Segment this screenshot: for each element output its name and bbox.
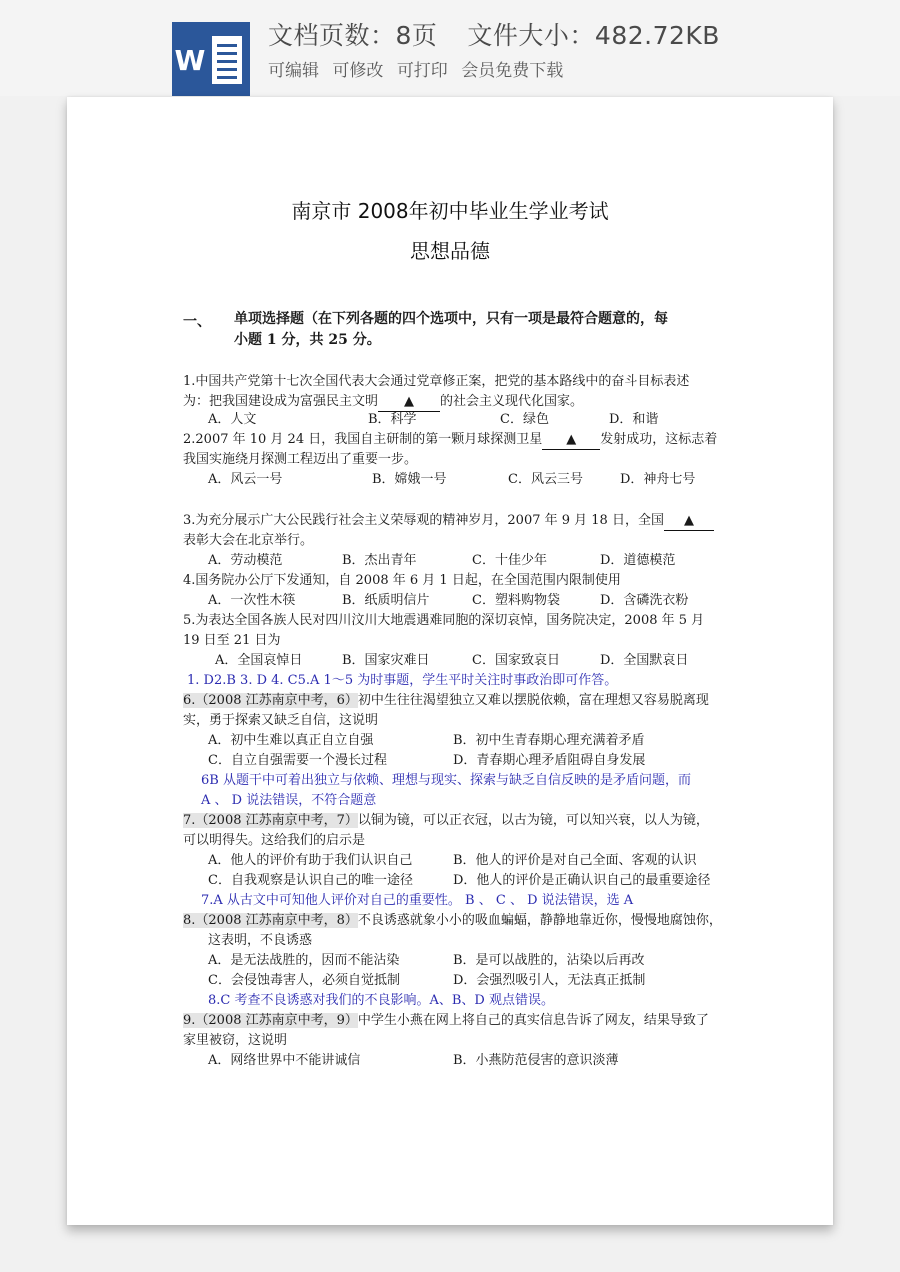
file-info-title [268,16,720,52]
q6-option-a: A．初中生难以真正自立自强 [208,733,374,748]
q3-option-a: A．劳动模范 [208,553,283,568]
feature-modifiable: 可修改 [332,61,384,81]
q3-line2: 表彰大会在北京举行。 [183,533,314,548]
exam-title: 南京市 2008年初中毕业生学业考试 [291,199,609,223]
q7-answer: 7.A 从古文中可知他人评价对自己的重要性。 B 、 C 、 D 说法错误，选 A [201,893,634,908]
q6-text: 初中生往往渴望独立又难以摆脱依赖，富在理想又容易脱离现 [357,693,709,708]
q5-option-d: D．全国默哀日 [600,653,689,668]
q6-answer-line2: A 、 D 说法错误，不符合题意 [201,793,377,808]
q3-text-pre: 3.为充分展示广大公民践行社会主义荣辱观的精神岁月，2007 年 9 月 18 日，全国 [183,513,664,528]
q2-line2: 我国实施绕月探测工程迈出了重要一步。 [183,452,418,467]
q9-option-b: B．小燕防范侵害的意识淡薄 [453,1053,619,1068]
q8-line2: 这表明，不良诱惑 [208,933,313,948]
q4-option-b: B．纸质明信片 [342,593,430,608]
q1-option-a: A．人文 [208,412,257,427]
q8-option-c: C．会侵蚀毒害人，必须自觉抵制 [208,973,400,988]
q8-option-d: D．会强烈吸引人，无法真正抵制 [453,973,646,988]
q1-line2 [183,393,583,412]
section-heading-line2: 小题 1 分，共 25 分。 [234,332,381,348]
q4-option-a: A．一次性木筷 [208,593,296,608]
q2-line1 [183,431,717,450]
q4-option-c: C．塑料购物袋 [472,593,560,608]
q8-line1 [183,912,722,930]
q8-source-tag: 8.（2008 江苏南京中考，8） [183,913,358,928]
q2-text-pre: 2.2007 年 10 月 24 日，我国自主研制的第一颗月球探测卫星 [183,432,543,447]
q7-text: 以铜为镜，可以正衣冠，以古为镜，可以知兴衰，以人为镜， [357,813,709,828]
q8-answer: 8.C 考查不良诱惑对我们的不良影响。A、B、D 观点错误。 [208,993,554,1008]
q7-line1 [183,812,709,830]
q9-text: 中学生小燕在网上将自己的真实信息告诉了网友，结果导致了 [357,1013,709,1028]
q9-option-a: A．网络世界中不能讲诚信 [208,1053,361,1068]
word-document-icon [172,22,250,96]
q9-source-tag: 9.（2008 江苏南京中考，9） [183,1013,358,1028]
q5-line1: 5.为表达全国各族人民对四川汶川大地震遇难同胞的深切哀悼，国务院决定，2008 年 5 月 [183,613,705,628]
q2-text-post: 发射成功，这标志着 [600,432,718,447]
q7-source-tag: 7.（2008 江苏南京中考，7） [183,813,358,828]
q6-line2: 实，勇于探索又缺乏自信，这说明 [183,713,379,728]
q7-option-d: D．他人的评价是正确认识自己的最重要途径 [453,873,711,888]
feature-list [268,56,571,81]
section-heading-line1: 单项选择题（在下列各题的四个选项中，只有一项是最符合题意的，每 [234,311,668,327]
q1-option-c: C．绿色 [500,412,549,427]
q5-option-c: C．国家致哀日 [472,653,560,668]
q1-text-pre: 为：把我国建设成为富强民主文明 [183,394,379,409]
q5-option-a: A．全国哀悼日 [215,653,303,668]
page-count: 文档页数：8页 [268,21,438,50]
section-number: 一、 [183,314,211,330]
q9-line1 [183,1012,709,1030]
section-heading [234,309,719,351]
q7-line2: 可以明得失。这给我们的启示是 [183,833,366,848]
q3-option-d: D．道德模范 [600,553,676,568]
q3-blank: ▲ [664,512,714,531]
q1-text-post: 的社会主义现代化国家。 [440,394,584,409]
q3-line1 [183,512,714,531]
q2-option-d: D．神舟七号 [620,472,696,487]
q7-option-c: C．自我观察是认识自己的唯一途径 [208,873,413,888]
q6-line1 [183,692,709,710]
answer-1-5: 1. D2.B 3. D 4. C5.A 1～5 为时事题，学生平时关注时事政治即可作答。 [187,673,618,688]
q7-option-a: A．他人的评价有助于我们认识自己 [208,853,413,868]
q2-option-c: C．风云三号 [508,472,583,487]
q1-option-b: B．科学 [368,412,417,427]
document-page [67,97,833,1225]
q4-option-d: D．含磷洗衣粉 [600,593,689,608]
q2-option-a: A．风云一号 [208,472,283,487]
q1-blank: ▲ [378,393,440,412]
q5-line2: 19 日至 21 日为 [183,633,281,648]
q9-line2: 家里被窃，这说明 [183,1033,288,1048]
q2-option-b: B．嫦娥一号 [372,472,447,487]
exam-subject: 思想品德 [410,239,490,263]
q8-text: 不良诱惑就象小小的吸血蝙蝠，静静地靠近你，慢慢地腐蚀你， [357,913,722,928]
feature-printable: 可打印 [396,61,448,81]
q6-answer-line1: 6B 从题干中可着出独立与依赖、理想与现实、探索与缺乏自信反映的是矛盾问题，而 [201,773,691,788]
q1-line1: 1.中国共产党第十七次全国代表大会通过党章修正案，把党的基本路线中的奋斗目标表述 [183,374,690,389]
q3-option-b: B．杰出青年 [342,553,417,568]
feature-editable: 可编辑 [268,61,319,81]
q6-option-d: D．青春期心理矛盾阻碍自身发展 [453,753,646,768]
q6-option-b: B．初中生青春期心理充满着矛盾 [453,733,645,748]
q8-option-b: B．是可以战胜的，沾染以后再改 [453,953,645,968]
q6-source-tag: 6.（2008 江苏南京中考，6） [183,693,358,708]
q4-line1: 4.国务院办公厅下发通知，自 2008 年 6 月 1 日起，在全国范围内限制使用 [183,573,621,588]
word-icon-letter: W [174,44,206,77]
feature-member-download: 会员免费下载 [461,61,564,81]
q7-option-b: B．他人的评价是对自己全面、客观的认识 [453,853,697,868]
q1-option-d: D．和谐 [609,412,659,427]
download-header [0,0,900,96]
q3-option-c: C．十佳少年 [472,553,547,568]
q6-option-c: C．自立自强需要一个漫长过程 [208,753,387,768]
q2-blank: ▲ [542,431,600,450]
q5-option-b: B．国家灾难日 [342,653,430,668]
q8-option-a: A．是无法战胜的，因而不能沾染 [208,953,400,968]
file-size: 文件大小：482.72KB [467,21,720,50]
